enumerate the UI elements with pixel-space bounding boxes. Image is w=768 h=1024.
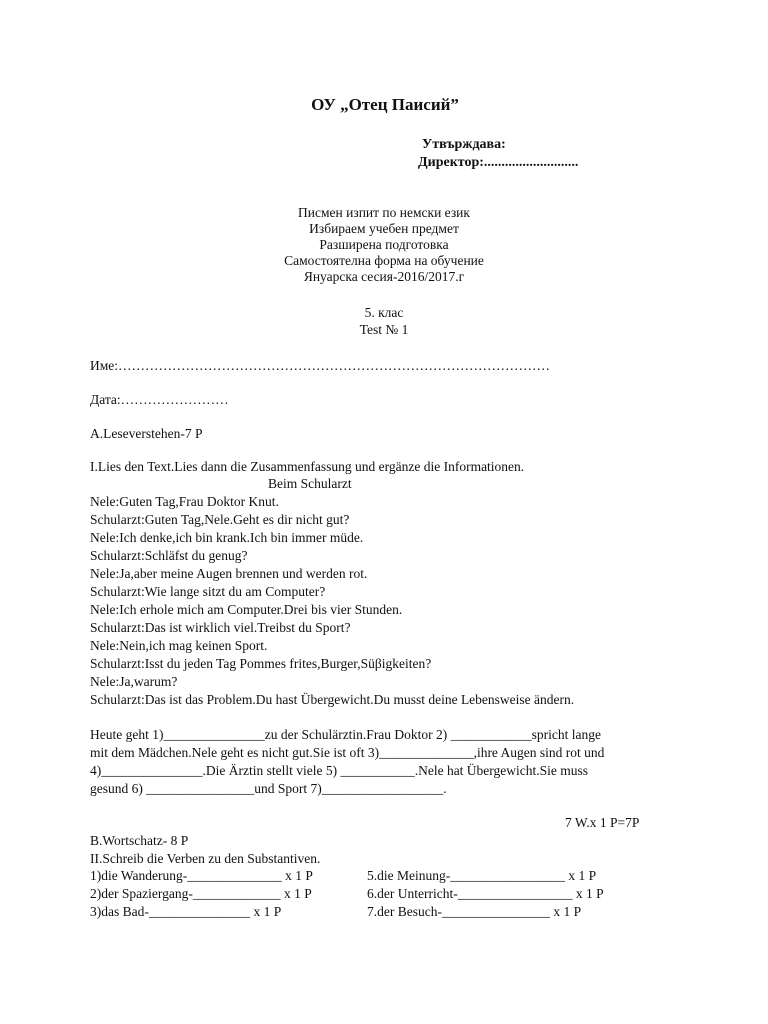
dialog-line: Schularzt:Das ist das Problem.Du hast Übergewicht.Du musst deine Lebensweise ändern. xyxy=(90,692,575,707)
exam-info-line: Разширена подготовка xyxy=(319,237,449,252)
exam-info-line: Януарска сесия-2016/2017.г xyxy=(303,269,465,284)
exam-info-line: Избираем учебен предмет xyxy=(309,221,459,236)
school-title: ОУ „Отец Паисий” xyxy=(311,95,459,114)
name-field: Име:…………………………………………………………………………………… xyxy=(90,358,551,373)
dialog-line: Nele:Ja,warum? xyxy=(90,674,178,689)
vocab-item: 2)der Spaziergang-_____________ x 1 P xyxy=(90,886,312,901)
test-number: Test № 1 xyxy=(359,322,409,337)
dialog-title: Beim Schularzt xyxy=(268,476,352,491)
date-field: Дата:…………………… xyxy=(90,392,229,407)
exam-info-line: Самостоятелна форма на обучение xyxy=(284,253,484,268)
dialog-line: Schularzt:Schläfst du genug? xyxy=(90,548,248,563)
vocab-item: 1)die Wanderung-______________ x 1 P xyxy=(90,868,313,883)
dialog-line: Schularzt:Das ist wirklich viel.Treibst du Sport? xyxy=(90,620,351,635)
vocab-item: 5.die Meinung-_________________ x 1 P xyxy=(367,868,597,883)
dialog-line: Schularzt:Isst du jeden Tag Pommes frites,Burger,Süβigkeiten? xyxy=(90,656,432,671)
section-b-instruction: II.Schreib die Verben zu den Substantiven. xyxy=(90,851,321,866)
dialog-line: Nele:Guten Tag,Frau Doktor Knut. xyxy=(90,494,279,509)
dialog-line: Nele:Ich denke,ich bin krank.Ich bin immer müde. xyxy=(90,530,364,545)
section-b-title: B.Wortschatz- 8 P xyxy=(90,833,189,848)
section-a-score: 7 W.x 1 P=7P xyxy=(565,815,640,830)
director-label: Директор:........................... xyxy=(418,155,579,170)
section-a-instruction: I.Lies den Text.Lies dann die Zusammenfassung und ergänze die Informationen. xyxy=(90,459,525,474)
section-a-title: A.Leseverstehen-7 P xyxy=(90,426,203,441)
summary-line: 4)_______________.Die Ärztin stellt viele 5) ___________.Nele hat Übergewicht.Sie muss xyxy=(90,763,589,778)
dialog-line: Nele:Ich erhole mich am Computer.Drei bis vier Stunden. xyxy=(90,602,403,617)
summary-line: Heute geht 1)_______________zu der Schulärztin.Frau Doktor 2) ____________spricht lange xyxy=(90,727,602,742)
summary-line: gesund 6) ________________und Sport 7)__________________. xyxy=(90,781,447,796)
grade-label: 5. клас xyxy=(364,305,404,320)
dialog-line: Nele:Ja,aber meine Augen brennen und werden rot. xyxy=(90,566,368,581)
vocab-item: 7.der Besuch-________________ x 1 P xyxy=(367,904,582,919)
vocab-item: 3)das Bad-_______________ x 1 P xyxy=(90,904,282,919)
dialog-line: Schularzt:Wie lange sitzt du am Computer? xyxy=(90,584,326,599)
dialog-line: Schularzt:Guten Tag,Nele.Geht es dir nicht gut? xyxy=(90,512,350,527)
approve-label: Утвърждава: xyxy=(422,137,506,152)
exam-info-line: Писмен изпит по немски език xyxy=(298,205,470,220)
dialog-line: Nele:Nein,ich mag keinen Sport. xyxy=(90,638,268,653)
summary-line: mit dem Mädchen.Nele geht es nicht gut.Sie ist oft 3)______________,ihre Augen sind rot und xyxy=(90,745,605,760)
vocab-item: 6.der Unterricht-_________________ x 1 P xyxy=(367,886,604,901)
